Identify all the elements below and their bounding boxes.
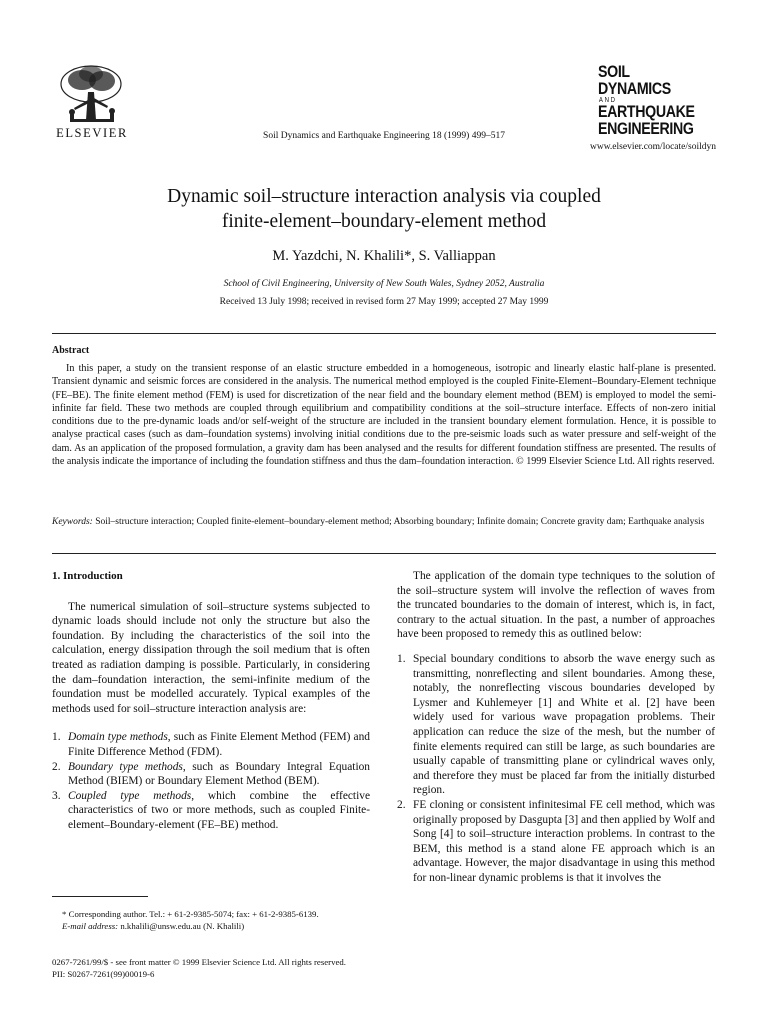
keywords-label: Keywords: xyxy=(52,517,93,527)
footnote-divider xyxy=(52,896,148,897)
abstract-text: In this paper, a study on the transient response of an elastic structure embedded in a homogeneous, isotropic and linearly elastic half-plane is presented. Transient dynamic and seismic forces are considered in the analysis. The numerical method employed is the coupled Finite-Element–Boundary-Element technique (FE–BE). The finite element method (FEM) is used for discretization of the near field and the boundary element method (BEM) is employed to model the semi-infinite far field. These two methods are coupled through equilibrium and compatibility conditions at the soil–structure interface. Effects of non-zero initial conditions due to the pre-dynamic loads and/or self-weight of the structure are included in the transient boundary element formulation. Hence, it is possible to analyse practical cases (such as dam–foundation systems) involving initial conditions due to the pre-seismic loads such as water pressure and self-weight of the dam. As an application of the proposed formulation, a gravity dam has been analysed and the results for different foundation stiffness are presented. The results of the analysis indicate the importance of including the foundation stiffness and thus the dam–foundation interaction. © 1999 Elsevier Science Ltd. All rights reserved. xyxy=(52,363,716,468)
intro-paragraph-2: The application of the domain type techniques to the solution of the soil–structure system will involve the reflection of waves from the truncated boundaries to the domain of interest, which is, in fact, contrary to the actual situation. In the past, a number of approaches have been proposed to remedy this as outlined below: xyxy=(397,570,715,641)
abstract-heading: Abstract xyxy=(52,345,90,356)
list-item: 1. Special boundary conditions to absorb the wave energy such as transmitting, nonreflecting and silent boundaries. Among these, notably, the nonreflecting viscous boundaries developed by Lysmer and Kuhlemeyer [1] and White et al. [2] have been widely used for various wave propagation problems. Their application can reduce the size of the mesh, but the number of finite elements required can still be large, as such boundaries are usually capable of transmitting plane or cylindrical waves only, and therefore they must be placed far from the initially disturbed region. xyxy=(397,652,715,797)
brand-line-2: AND xyxy=(598,97,617,104)
section-heading-introduction: 1. Introduction xyxy=(52,570,123,582)
list-item: 1. Domain type methods, such as Finite Element Method (FEM) and Finite Difference Method (FDM). xyxy=(52,731,370,758)
front-matter-line-1: 0267-7261/99/$ - see front matter © 1999 Elsevier Science Ltd. All rights reserved. xyxy=(52,957,346,967)
journal-brand-logo xyxy=(598,64,693,138)
title-line-2: finite-element–boundary-element method xyxy=(221,211,547,232)
title-line-1: Dynamic soil–structure interaction analysis via coupled xyxy=(167,186,601,207)
front-matter xyxy=(52,956,346,980)
brand-line-1: SOIL DYNAMICS xyxy=(598,63,671,98)
list-item: 3. Coupled type methods, which combine the effective characteristics of two or more methods, such as coupled Finite-element–Boundary-element (FE–BE) method. xyxy=(52,789,371,831)
keywords xyxy=(52,516,716,530)
divider-top xyxy=(52,333,716,334)
authors: M. Yazdchi, N. Khalili*, S. Valliappan xyxy=(272,248,496,264)
list-item: 2. FE cloning or consistent infinitesimal FE cell method, which was originally proposed by Dasgupta [3] and then applied by Wolf and Song [4] to soil–structure interaction problems. In contrast to the BEM, this method is a stand alone FE approach which is an advantage. However, the major disadvantage in using this method for non-linear dynamic problems is that it involves the xyxy=(397,798,715,884)
affiliation: School of Civil Engineering, University of New South Wales, Sydney 2052, Australia xyxy=(223,279,545,289)
footnote xyxy=(52,908,370,932)
keywords-text: Soil–structure interaction; Coupled finite-element–boundary-element method; Absorbing boundary; Infinite domain; Concrete gravity dam; Earthquake analysis xyxy=(95,517,705,527)
article-dates: Received 13 July 1998; received in revised form 27 May 1999; accepted 27 May 1999 xyxy=(219,297,549,307)
divider-bottom xyxy=(52,553,716,554)
approach-list xyxy=(397,652,715,886)
right-column xyxy=(397,569,715,885)
list-item: 2. Boundary type methods, such as Boundary Integral Equation Method (BIEM) or Boundary Element Method (BEM). xyxy=(52,760,371,788)
email-label: E-mail address: xyxy=(62,921,119,931)
method-type-list xyxy=(52,730,370,832)
journal-reference: Soil Dynamics and Earthquake Engineering 18 (1999) 499–517 xyxy=(263,131,505,141)
journal-url-link[interactable]: www.elsevier.com/locate/soildyn xyxy=(589,142,716,152)
left-column xyxy=(52,569,370,833)
brand-line-3: EARTHQUAKE xyxy=(598,103,695,121)
publisher-name: ELSEVIER xyxy=(56,126,128,140)
email-address-link[interactable]: n.khalili@unsw.edu.au (N. Khalili) xyxy=(120,921,245,931)
intro-paragraph-1: The numerical simulation of soil–structure systems subjected to dynamic loads should include not only the structure but also the foundation. By including the characteristics of the soil into the calculation, energy dissipation through the soil medium that is often treated as radiation damping is possible. Particularly, in considering the dam–foundation interaction, the semi-infinite medium of the foundation must be modelled accurately. Typical examples of the methods used for soil–structure interaction analysis are: xyxy=(52,600,370,715)
pii: PII: S0267-7261(99)00019-6 xyxy=(52,969,155,979)
footnote-corresponding: * Corresponding author. Tel.: + 61-2-9385-5074; fax: + 61-2-9385-6139. xyxy=(62,909,319,919)
elsevier-tree-logo-icon xyxy=(52,62,130,126)
brand-line-4: ENGINEERING xyxy=(598,120,694,138)
article-title xyxy=(60,184,708,234)
